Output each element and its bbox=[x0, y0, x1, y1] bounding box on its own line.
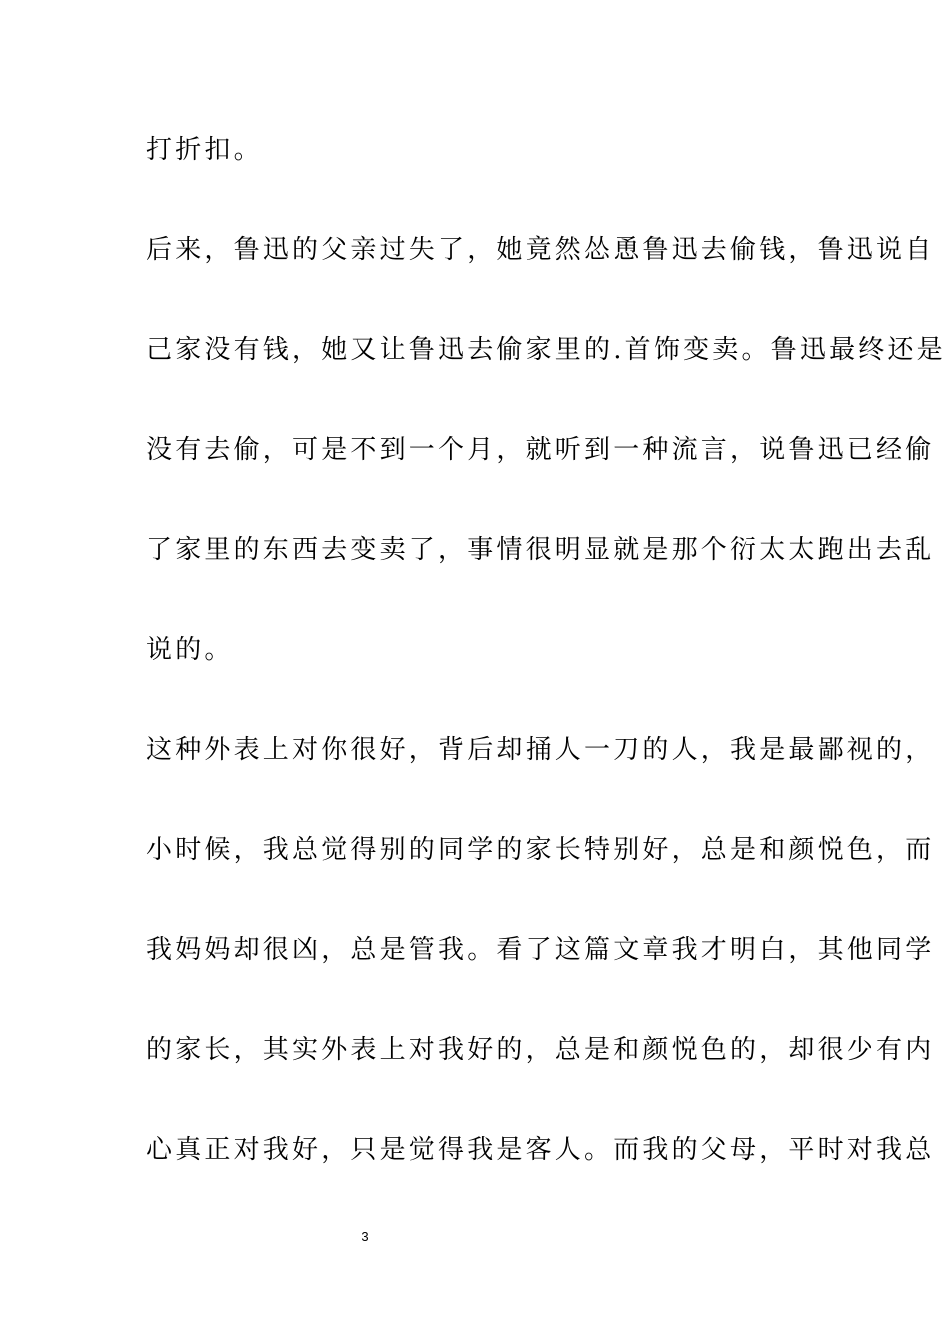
text-line: 后来，鲁迅的父亲过失了，她竟然怂恿鲁迅去偷钱，鲁迅说自 bbox=[146, 235, 935, 265]
text-line: 小时候，我总觉得别的同学的家长特别好，总是和颜悦色，而 bbox=[146, 835, 935, 865]
text-line: 说的。 bbox=[146, 635, 234, 665]
page-number: 3 bbox=[361, 1229, 369, 1244]
text-line: 心真正对我好，只是觉得我是客人。而我的父母，平时对我总 bbox=[146, 1135, 935, 1165]
text-line: 己家没有钱，她又让鲁迅去偷家里的.首饰变卖。鲁迅最终还是 bbox=[146, 335, 946, 365]
text-line: 打折扣。 bbox=[146, 135, 263, 165]
text-line: 的家长，其实外表上对我好的，总是和颜悦色的，却很少有内 bbox=[146, 1035, 935, 1065]
text-line: 没有去偷，可是不到一个月，就听到一种流言，说鲁迅已经偷 bbox=[146, 435, 935, 465]
text-line: 我妈妈却很凶，总是管我。看了这篇文章我才明白，其他同学 bbox=[146, 935, 935, 965]
text-line: 这种外表上对你很好，背后却捅人一刀的人，我是最鄙视的， bbox=[146, 735, 935, 765]
text-line: 了家里的东西去变卖了，事情很明显就是那个衍太太跑出去乱 bbox=[146, 535, 935, 565]
